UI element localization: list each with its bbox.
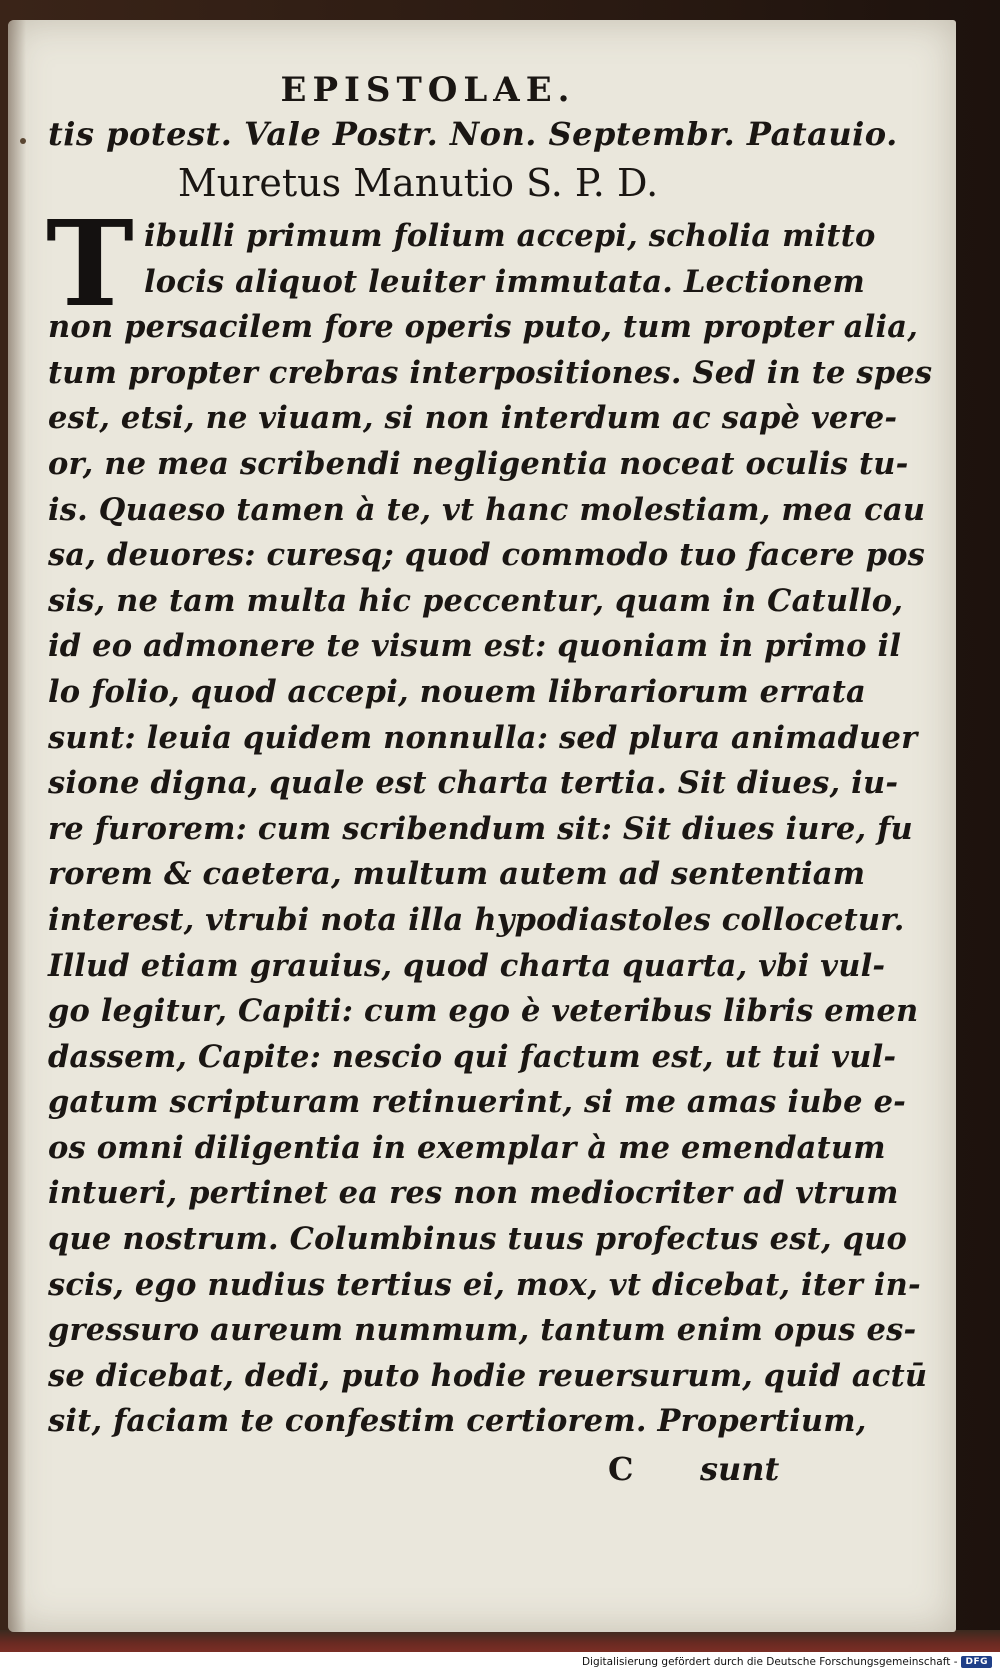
book-bottom-edge xyxy=(0,1630,1000,1652)
text-line: dassem, Capite: nescio qui factum est, ut tui vul- xyxy=(48,1038,897,1075)
text-line: or, ne mea scribendi negligentia noceat oculis tu- xyxy=(48,445,909,482)
text-line: intueri, pertinet ea res non mediocriter ad vtrum xyxy=(48,1175,899,1212)
digitization-footer xyxy=(582,1654,992,1670)
text-line: lo folio, quod accepi, nouem librariorum errata xyxy=(48,673,867,710)
letter-body xyxy=(46,194,933,1445)
text-line: Illud etiam grauius, quod charta quarta, vbi vul- xyxy=(48,947,886,984)
text-line: scis, ego nudius tertius ei, mox, vt dicebat, iter in- xyxy=(48,1266,921,1303)
text-line: rorem & caetera, multum autem ad sententiam xyxy=(48,856,866,893)
catchword: sunt xyxy=(700,1450,780,1489)
text-line: sione digna, quale est charta tertia. Sit diues, iu- xyxy=(48,765,899,802)
text-line: os omni diligentia in exemplar à me emendatum xyxy=(48,1129,886,1166)
text-line: is. Quaeso tamen à te, vt hanc molestiam, mea cau xyxy=(48,491,926,528)
footer-text: Digitalisierung gefördert durch die Deutsche Forschungsgemeinschaft - xyxy=(581,1656,958,1668)
text-line: gatum scripturam retinuerint, si me amas iube e- xyxy=(48,1084,907,1121)
text-line: non persacilem fore operis puto, tum propter alia, xyxy=(48,309,919,346)
signature-mark: C xyxy=(608,1450,634,1489)
text-line: locis aliquot leuiter immutata. Lectionem xyxy=(144,263,866,300)
text-line: sa, deuores: curesq; quod commodo tuo facere pos xyxy=(48,537,926,574)
text-line: go legitur, Capiti: cum ego è veteribus libris emen xyxy=(48,993,919,1030)
letter-salutation: Muretus Manutio S. P. D. xyxy=(177,161,659,205)
text-line: gressuro aureum nummum, tantum enim opus es- xyxy=(48,1312,917,1349)
text-line: re furorem: cum scribendum sit: Sit diues iure, fu xyxy=(48,810,913,847)
text-line: sunt: leuia quidem nonnulla: sed plura animaduer xyxy=(48,719,918,756)
catchline xyxy=(48,1445,788,1493)
margin-mark xyxy=(20,138,26,144)
text-line: que nostrum. Columbinus tuus profectus est, quo xyxy=(48,1221,908,1258)
running-head: EPISTOLAE. xyxy=(280,70,576,110)
text-line: sis, ne tam multa hic peccentur, quam in Catullo, xyxy=(48,582,904,619)
book-page xyxy=(8,20,956,1632)
text-block xyxy=(46,68,933,1493)
text-line: ibulli primum folium accepi, scholia mitto xyxy=(144,218,876,254)
text-line: est, etsi, ne viuam, si non interdum ac sapè vere- xyxy=(48,400,898,437)
text-line: tum propter crebras interpositiones. Sed in te spes xyxy=(48,354,933,391)
text-line: sit, faciam te confestim certiorem. Propertium, xyxy=(48,1403,867,1440)
text-line: interest, vtrubi nota illa hypodiastoles collocetur. xyxy=(48,901,905,938)
text-line: se dicebat, dedi, puto hodie reuersurum, quid actū xyxy=(48,1357,928,1394)
previous-letter-end: tis potest. Vale Postr. Non. Septembr. Patauio. xyxy=(48,115,898,153)
text-line: id eo admonere te visum est: quoniam in primo il xyxy=(48,628,902,665)
dfg-logo: DFG xyxy=(961,1656,992,1668)
drop-cap: T xyxy=(46,194,134,333)
